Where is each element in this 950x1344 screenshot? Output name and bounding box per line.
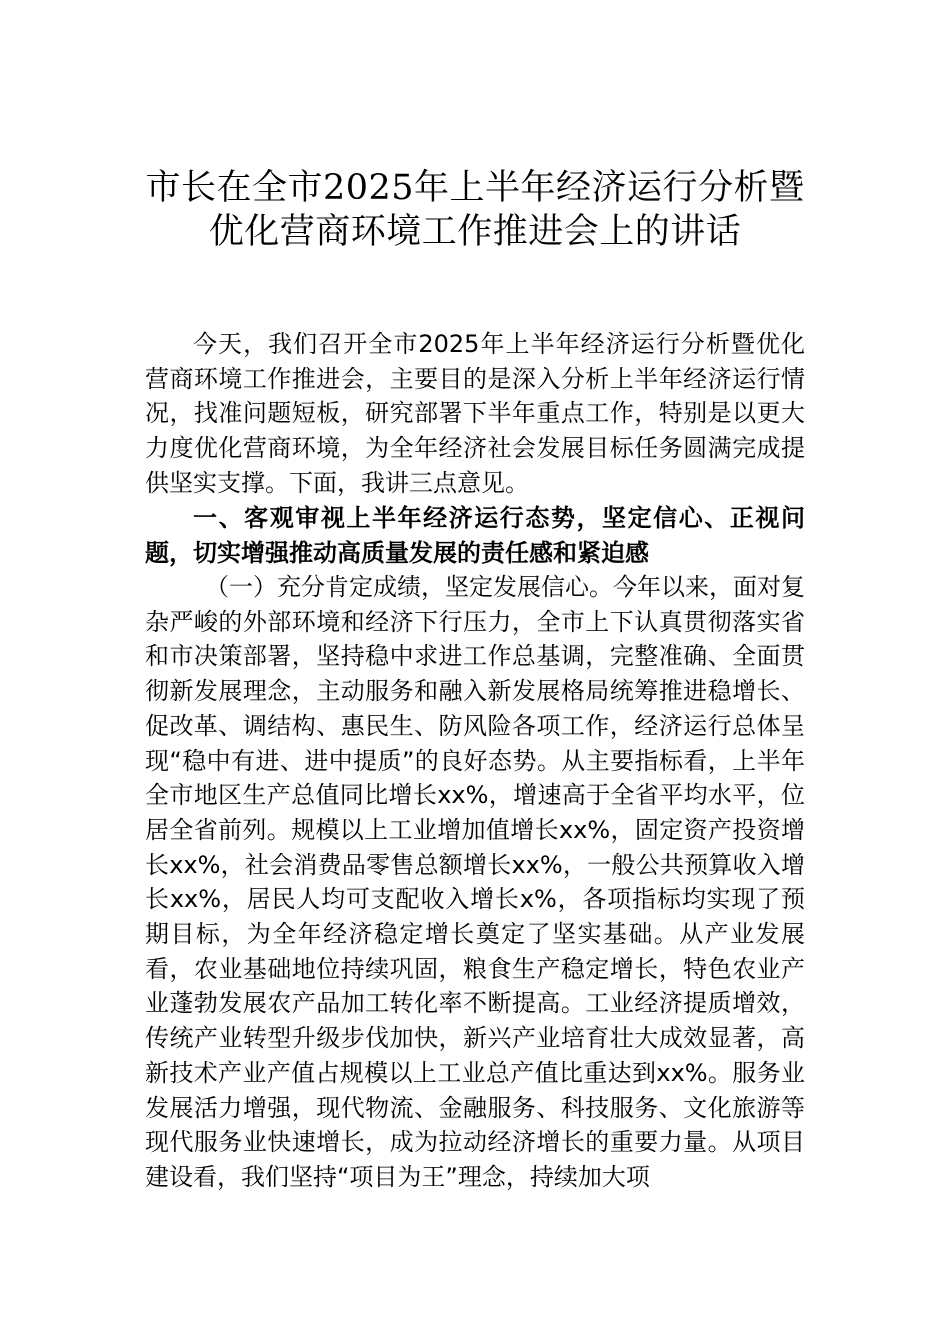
document-title-line-1: 市长在全市2025年上半年经济运行分析暨: [145, 168, 805, 208]
intro-paragraph: 今天，我们召开全市2025年上半年经济运行分析暨优化营商环境工作推进会，主要目的是深入分析上半年经济运行情况，找准问题短板，研究部署下半年重点工作，特别是以更大力度优化营商环境，为全年经济社会发展目标任务圆满完成提供坚实支撑。下面，我讲三点意见。: [145, 330, 805, 497]
subsection-1-paragraph: （一）充分肯定成绩，坚定发展信心。今年以来，面对复杂严峻的外部环境和经济下行压力，全市上下认真贯彻落实省和市决策部署，坚持稳中求进工作总基调，完整准确、全面贯彻新发展理念，主动服务和融入新发展格局统筹推进稳增长、促改革、调结构、惠民生、防风险各项工作，经济运行总体呈现“稳中有进、进中提质”的良好态势。从主要指标看，上半年全市地区生产总值同比增长xx%，增速高于全省平均水平，位居全省前列。规模以上工业增加值增长xx%，固定资产投资增长xx%，社会消费品零售总额增长xx%，一般公共预算收入增长xx%，居民人均可支配收入增长x%，各项指标均实现了预期目标，为全年经济稳定增长奠定了坚实基础。从产业发展看，农业基础地位持续巩固，粮食生产稳定增长，特色农业产业蓬勃发展农产品加工转化率不断提高。工业经济提质增效，传统产业转型升级步伐加快，新兴产业培育壮大成效显著，高新技术产业产值占规模以上工业总产值比重达到xx%。服务业发展活力增强，现代物流、金融服务、科技服务、文化旅游等现代服务业快速增长，成为拉动经济增长的重要力量。从项目建设看，我们坚持“项目为王”理念，持续加大项: [145, 573, 805, 1191]
document-title-line-2: 优化营商环境工作推进会上的讲话: [208, 212, 742, 252]
section-heading-1: 一、客观审视上半年经济运行态势，坚定信心、正视问题，切实增强推动高质量发展的责任感和紧迫感: [145, 504, 805, 567]
